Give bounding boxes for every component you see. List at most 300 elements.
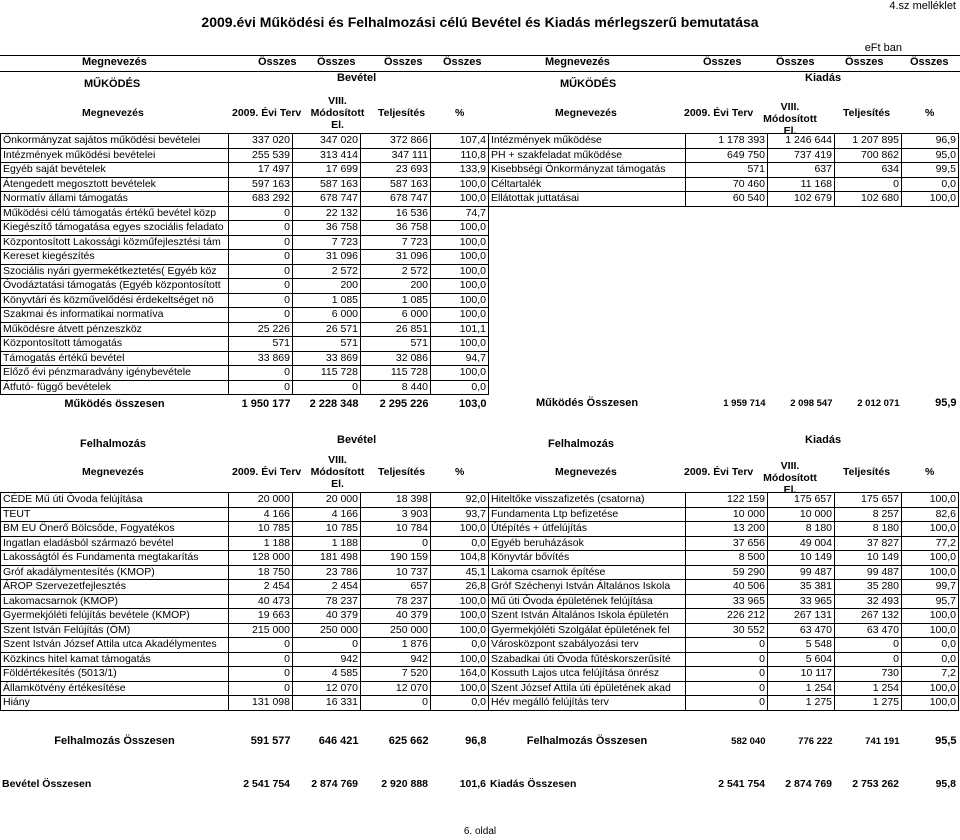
top-header-row xyxy=(0,55,960,72)
table-cell: Ellátottak juttatásai xyxy=(489,192,686,207)
table-cell xyxy=(489,235,686,250)
top-header-cell: Összes xyxy=(776,56,815,68)
table-cell xyxy=(902,206,959,221)
table-cell: 657 xyxy=(361,580,431,595)
table-cell: 10 149 xyxy=(835,551,902,566)
table-row xyxy=(1,609,959,624)
table-cell: 26 851 xyxy=(361,322,431,337)
table-cell xyxy=(768,250,835,265)
table-cell: Könyvtári és közművelődési érdekeltséget nö xyxy=(1,293,229,308)
table-cell: 115 728 xyxy=(361,366,431,381)
table-cell: 131 098 xyxy=(229,696,293,711)
table-cell: 17 497 xyxy=(229,163,293,178)
table-cell: Hév megálló felújítás terv xyxy=(489,696,686,711)
table-row xyxy=(1,638,959,653)
table-cell: 26 571 xyxy=(293,322,361,337)
spacer-row xyxy=(1,710,959,733)
total-cell: 1 959 714 xyxy=(723,398,766,410)
top-header-cell: Megnevezés xyxy=(545,56,610,68)
grand-total-value: 2 874 769 xyxy=(311,778,358,791)
table-cell: 8 180 xyxy=(835,522,902,537)
top-header-cell: Összes xyxy=(317,56,356,68)
table-cell: 33 869 xyxy=(229,351,293,366)
table-cell: 100,0 xyxy=(431,366,489,381)
table-row xyxy=(1,221,959,236)
felh-col-header-telj-right: Teljesítés xyxy=(843,466,891,478)
table-row xyxy=(1,148,959,163)
total-cell: 95,5 xyxy=(935,735,957,747)
table-cell: 0,0 xyxy=(902,638,959,653)
grand-total-label-left: Bevétel Összesen xyxy=(2,778,92,791)
table-row xyxy=(1,235,959,250)
felh-col-header-pct: % xyxy=(455,466,465,478)
table-cell: 110,8 xyxy=(431,148,489,163)
table-cell xyxy=(686,221,768,236)
table-cell: 0 xyxy=(835,638,902,653)
table-cell: 20 000 xyxy=(229,493,293,508)
table-cell: 0 xyxy=(686,667,768,682)
felhalmozas-table xyxy=(0,492,959,751)
table-row xyxy=(1,681,959,696)
table-cell: Fundamenta Ltp befizetése xyxy=(489,507,686,522)
table-cell: 0 xyxy=(361,536,431,551)
table-cell: 13 200 xyxy=(686,522,768,537)
table-cell: 2 572 xyxy=(361,264,431,279)
spacer-cell xyxy=(1,710,959,733)
table-cell: CÉDE Mű úti Óvoda felújítása xyxy=(1,493,229,508)
table-cell xyxy=(902,250,959,265)
table-cell: 0 xyxy=(361,696,431,711)
table-cell: 99 487 xyxy=(835,565,902,580)
table-cell: 102 679 xyxy=(768,192,835,207)
table-cell: 649 750 xyxy=(686,148,768,163)
table-cell xyxy=(768,206,835,221)
table-cell: 96,9 xyxy=(902,134,959,149)
table-cell: 7 520 xyxy=(361,667,431,682)
col-header-name: Megnevezés xyxy=(82,107,144,119)
table-row xyxy=(1,366,959,381)
col-header-pct: % xyxy=(455,107,465,119)
table-cell: 99 487 xyxy=(768,565,835,580)
table-cell: 36 758 xyxy=(293,221,361,236)
table-cell: 100,0 xyxy=(431,264,489,279)
total-cell: Felhalmozás Összesen xyxy=(54,735,175,747)
felh-col-header-name: Megnevezés xyxy=(82,466,144,478)
table-cell: Városközpont szabályozási terv xyxy=(489,638,686,653)
table-cell xyxy=(686,293,768,308)
table-row xyxy=(1,565,959,580)
table-cell: 0 xyxy=(229,279,293,294)
table-cell xyxy=(835,221,902,236)
table-cell: 700 862 xyxy=(835,148,902,163)
table-cell: 0 xyxy=(229,308,293,323)
table-cell: Szent István Felújítás (ÖM) xyxy=(1,623,229,638)
table-cell: 0 xyxy=(229,366,293,381)
table-cell: 10 737 xyxy=(361,565,431,580)
table-cell xyxy=(835,250,902,265)
total-cell: 1 950 177 xyxy=(241,397,291,410)
table-cell: 60 540 xyxy=(686,192,768,207)
table-cell: 0,0 xyxy=(902,177,959,192)
table-cell: 94,7 xyxy=(431,351,489,366)
table-cell: Lakomacsarnok (KMOP) xyxy=(1,594,229,609)
total-cell: Működés összesen xyxy=(64,397,165,410)
table-cell: Céltartalék xyxy=(489,177,686,192)
table-cell xyxy=(902,293,959,308)
table-cell xyxy=(835,293,902,308)
table-cell: 37 827 xyxy=(835,536,902,551)
table-cell: 250 000 xyxy=(293,623,361,638)
table-cell: 164,0 xyxy=(431,667,489,682)
table-row xyxy=(1,134,959,149)
total-cell: 103,0 xyxy=(458,397,487,410)
grand-total-value: 2 920 888 xyxy=(381,778,428,791)
top-header-cell: Összes xyxy=(384,56,423,68)
total-cell: 95,9 xyxy=(935,397,957,410)
felh-col-header-mod-right: VIII. Módosított El. xyxy=(763,460,817,496)
top-header-cell: Összes xyxy=(443,56,482,68)
table-cell xyxy=(835,380,902,395)
grand-total-value: 2 753 262 xyxy=(852,778,899,791)
table-row xyxy=(1,337,959,352)
table-cell xyxy=(686,380,768,395)
table-cell: Szociális nyári gyermekétkeztetés( Egyéb köz xyxy=(1,264,229,279)
page-title: 2009.évi Működési és Felhalmozási célú Bevétel és Kiadás mérlegszerű bemutatása xyxy=(201,14,759,30)
table-row xyxy=(1,652,959,667)
table-cell: Központosított támogatás xyxy=(1,337,229,352)
table-cell xyxy=(686,250,768,265)
table-cell: 17 699 xyxy=(293,163,361,178)
table-cell: 23 786 xyxy=(293,565,361,580)
table-cell xyxy=(686,235,768,250)
col-header-pct-right: % xyxy=(925,107,935,119)
table-cell: 100,0 xyxy=(902,623,959,638)
table-cell: 0 xyxy=(229,250,293,265)
total-cell: 741 191 xyxy=(865,736,900,747)
table-cell xyxy=(768,351,835,366)
table-cell: 16 536 xyxy=(361,206,431,221)
top-header-cell: Összes xyxy=(258,56,297,68)
felh-right-title: Felhalmozás xyxy=(548,438,615,450)
unit-label: eFt ban xyxy=(864,42,902,54)
table-cell: Útépítés + útfelújítás xyxy=(489,522,686,537)
table-cell: 11 168 xyxy=(768,177,835,192)
table-cell xyxy=(489,206,686,221)
table-cell: 5 548 xyxy=(768,638,835,653)
table-cell: 100,0 xyxy=(431,235,489,250)
table-row xyxy=(1,351,959,366)
table-cell: 0 xyxy=(229,264,293,279)
table-cell: 10 784 xyxy=(361,522,431,537)
table-cell: 4 166 xyxy=(229,507,293,522)
table-cell: 1 188 xyxy=(293,536,361,551)
table-cell: Földértékesítés (5013/1) xyxy=(1,667,229,682)
table-cell: Könyvtár bővítés xyxy=(489,551,686,566)
table-row xyxy=(1,507,959,522)
table-cell xyxy=(686,322,768,337)
total-cell: 776 222 xyxy=(798,736,833,747)
col-header-terv: 2009. Évi Terv xyxy=(232,107,302,119)
mukodes-bevetel-label: Bevétel xyxy=(337,72,377,84)
table-cell: Működésre átvett pénzeszköz xyxy=(1,322,229,337)
total-cell: 2 098 547 xyxy=(790,398,833,410)
table-row xyxy=(1,308,959,323)
table-cell: 30 552 xyxy=(686,623,768,638)
table-cell: 115 728 xyxy=(293,366,361,381)
total-cell: 2 228 348 xyxy=(309,397,359,410)
table-cell: 36 758 xyxy=(361,221,431,236)
table-cell: 99,5 xyxy=(902,163,959,178)
table-cell xyxy=(686,337,768,352)
table-cell xyxy=(835,235,902,250)
table-cell: 267 132 xyxy=(835,609,902,624)
table-cell: Ingatlan eladásból származó bevétel xyxy=(1,536,229,551)
table-cell: 267 131 xyxy=(768,609,835,624)
table-cell: Szent István Általános Iskola épületén xyxy=(489,609,686,624)
table-cell: 0 xyxy=(686,638,768,653)
table-row xyxy=(1,206,959,221)
table-cell: Lakosságtól és Fundamenta megtakarítás xyxy=(1,551,229,566)
table-cell: Támogatás értékű bevétel xyxy=(1,351,229,366)
table-cell: 95,0 xyxy=(902,148,959,163)
table-cell: 634 xyxy=(835,163,902,178)
table-cell: 6 000 xyxy=(361,308,431,323)
table-cell xyxy=(902,380,959,395)
table-cell: Kereset kiegészítés xyxy=(1,250,229,265)
top-header-cell: Megnevezés xyxy=(82,56,147,68)
table-cell: 226 212 xyxy=(686,609,768,624)
felh-col-header-name-right: Megnevezés xyxy=(555,466,617,478)
table-cell: 100,0 xyxy=(902,696,959,711)
table-cell: Kossuth Lajos utca felújítása önrész xyxy=(489,667,686,682)
table-cell: Előző évi pénzmaradvány igénybevétele xyxy=(1,366,229,381)
col-header-mod: VIII. Módosított El. xyxy=(310,95,365,131)
table-cell: 0 xyxy=(229,667,293,682)
table-cell: 70 460 xyxy=(686,177,768,192)
table-cell: Gyermekjóléti Szolgálat épületének fel xyxy=(489,623,686,638)
table-cell: 1 246 644 xyxy=(768,134,835,149)
mukodes-kiadas-label: Kiadás xyxy=(805,72,842,84)
table-cell: 100,0 xyxy=(902,681,959,696)
table-cell: 100,0 xyxy=(431,681,489,696)
table-cell: 10 149 xyxy=(768,551,835,566)
total-cell: 625 662 xyxy=(388,735,429,747)
table-cell: Hiány xyxy=(1,696,229,711)
table-cell: 78 237 xyxy=(361,594,431,609)
table-cell: 133,9 xyxy=(431,163,489,178)
felh-col-header-mod: VIII. Módosított El. xyxy=(310,454,365,490)
table-cell: 1 188 xyxy=(229,536,293,551)
table-cell xyxy=(835,206,902,221)
table-cell xyxy=(835,322,902,337)
table-cell: 200 xyxy=(361,279,431,294)
table-cell: 678 747 xyxy=(293,192,361,207)
table-cell: Intézmények működése xyxy=(489,134,686,149)
table-cell xyxy=(489,308,686,323)
table-row xyxy=(1,250,959,265)
table-cell: 0,0 xyxy=(431,638,489,653)
table-row xyxy=(1,493,959,508)
table-cell: TEUT xyxy=(1,507,229,522)
table-cell: 175 657 xyxy=(768,493,835,508)
table-cell: 372 866 xyxy=(361,134,431,149)
table-cell: 8 440 xyxy=(361,380,431,395)
table-cell: 571 xyxy=(361,337,431,352)
table-cell xyxy=(835,279,902,294)
table-row xyxy=(1,192,959,207)
table-cell: 100,0 xyxy=(431,609,489,624)
table-cell: 100,0 xyxy=(902,493,959,508)
table-cell: 23 693 xyxy=(361,163,431,178)
table-cell: 181 498 xyxy=(293,551,361,566)
table-cell xyxy=(835,308,902,323)
grand-total-row xyxy=(0,778,958,792)
table-cell: Államkötvény értékesítése xyxy=(1,681,229,696)
table-row xyxy=(1,264,959,279)
table-cell: 0 xyxy=(293,638,361,653)
table-cell: 25 226 xyxy=(229,322,293,337)
table-cell: 100,0 xyxy=(902,551,959,566)
total-cell: 591 577 xyxy=(250,735,291,747)
table-cell: 10 000 xyxy=(686,507,768,522)
top-header-cell: Összes xyxy=(910,56,949,68)
table-cell: 942 xyxy=(293,652,361,667)
table-cell: 33 965 xyxy=(686,594,768,609)
table-cell: ÁROP Szervezetfejlesztés xyxy=(1,580,229,595)
table-cell: 74,7 xyxy=(431,206,489,221)
total-row xyxy=(1,733,959,751)
table-cell: 122 159 xyxy=(686,493,768,508)
table-cell: 250 000 xyxy=(361,623,431,638)
table-cell xyxy=(835,366,902,381)
total-cell: 646 421 xyxy=(318,735,359,747)
table-cell: 571 xyxy=(293,337,361,352)
table-cell: 100,0 xyxy=(431,221,489,236)
table-cell: 31 096 xyxy=(361,250,431,265)
table-cell: 18 750 xyxy=(229,565,293,580)
table-cell: 0 xyxy=(835,652,902,667)
table-cell: 0 xyxy=(835,177,902,192)
table-cell: 104,8 xyxy=(431,551,489,566)
table-cell: 40 379 xyxy=(361,609,431,624)
table-cell: 571 xyxy=(229,337,293,352)
table-cell: 0 xyxy=(229,235,293,250)
table-cell xyxy=(489,250,686,265)
table-cell: 0 xyxy=(229,380,293,395)
table-cell: 100,0 xyxy=(902,565,959,580)
table-cell xyxy=(768,337,835,352)
table-cell: Mű úti Óvoda épületének felújítása xyxy=(489,594,686,609)
table-cell: 3 903 xyxy=(361,507,431,522)
table-cell: 49 004 xyxy=(768,536,835,551)
table-cell: 587 163 xyxy=(293,177,361,192)
table-cell xyxy=(902,351,959,366)
table-cell: 587 163 xyxy=(361,177,431,192)
table-cell: 737 419 xyxy=(768,148,835,163)
table-cell: 99,7 xyxy=(902,580,959,595)
table-cell: 33 965 xyxy=(768,594,835,609)
table-cell: 200 xyxy=(293,279,361,294)
table-cell: 0,0 xyxy=(431,380,489,395)
table-cell xyxy=(768,264,835,279)
table-cell: 0 xyxy=(229,681,293,696)
table-cell: 95,7 xyxy=(902,594,959,609)
table-cell: 0,0 xyxy=(431,696,489,711)
table-cell: 63 470 xyxy=(835,623,902,638)
table-cell: Egyéb saját bevételek xyxy=(1,163,229,178)
table-cell xyxy=(768,366,835,381)
table-row xyxy=(1,696,959,711)
table-cell xyxy=(489,264,686,279)
grand-total-value: 101,6 xyxy=(459,778,486,791)
table-cell: 7 723 xyxy=(361,235,431,250)
table-cell: 2 454 xyxy=(293,580,361,595)
table-cell: 93,7 xyxy=(431,507,489,522)
table-cell: 4 166 xyxy=(293,507,361,522)
table-cell xyxy=(489,337,686,352)
table-cell: 0 xyxy=(686,681,768,696)
table-cell: Átengedett megosztott bevételek xyxy=(1,177,229,192)
table-cell: 100,0 xyxy=(902,522,959,537)
table-cell: 77,2 xyxy=(902,536,959,551)
table-cell xyxy=(489,322,686,337)
table-cell: 100,0 xyxy=(902,609,959,624)
grand-total-label-right: Kiadás Összesen xyxy=(490,778,577,791)
table-cell: 100,0 xyxy=(431,293,489,308)
table-cell: 1 085 xyxy=(293,293,361,308)
table-cell: 100,0 xyxy=(431,623,489,638)
table-cell xyxy=(902,279,959,294)
table-cell: Szent István József Attila utca Akadélymentes xyxy=(1,638,229,653)
table-cell: 107,4 xyxy=(431,134,489,149)
table-cell: 1 178 393 xyxy=(686,134,768,149)
table-cell: Kiegészítő támogatása egyes szociális feladato xyxy=(1,221,229,236)
table-cell: 100,0 xyxy=(431,594,489,609)
table-cell: 0 xyxy=(229,652,293,667)
table-cell xyxy=(686,279,768,294)
table-cell xyxy=(902,235,959,250)
table-cell xyxy=(686,308,768,323)
table-cell: 4 585 xyxy=(293,667,361,682)
table-cell: Önkormányzat sajátos működési bevételei xyxy=(1,134,229,149)
grand-total-value: 2 541 754 xyxy=(243,778,290,791)
grand-total-value: 2 874 769 xyxy=(785,778,832,791)
table-cell: 100,0 xyxy=(431,192,489,207)
table-cell: 8 500 xyxy=(686,551,768,566)
table-cell: 5 604 xyxy=(768,652,835,667)
mukodes-table xyxy=(0,133,959,413)
table-cell: 19 663 xyxy=(229,609,293,624)
table-cell: Szent József Attila úti épületének akad xyxy=(489,681,686,696)
table-cell: 190 159 xyxy=(361,551,431,566)
table-cell: 255 539 xyxy=(229,148,293,163)
table-cell: 683 292 xyxy=(229,192,293,207)
table-cell xyxy=(686,351,768,366)
table-cell: 20 000 xyxy=(293,493,361,508)
table-cell: 637 xyxy=(768,163,835,178)
table-cell: Intézmények működési bevételei xyxy=(1,148,229,163)
table-cell: 2 454 xyxy=(229,580,293,595)
table-cell: 10 117 xyxy=(768,667,835,682)
table-cell: 2 572 xyxy=(293,264,361,279)
table-cell: 100,0 xyxy=(902,192,959,207)
table-cell: Gróf Széchenyi István Általános Iskola xyxy=(489,580,686,595)
table-row xyxy=(1,623,959,638)
top-header-cell: Összes xyxy=(845,56,884,68)
table-cell: 7,2 xyxy=(902,667,959,682)
top-header-cell: Összes xyxy=(703,56,742,68)
table-cell: 100,0 xyxy=(431,652,489,667)
